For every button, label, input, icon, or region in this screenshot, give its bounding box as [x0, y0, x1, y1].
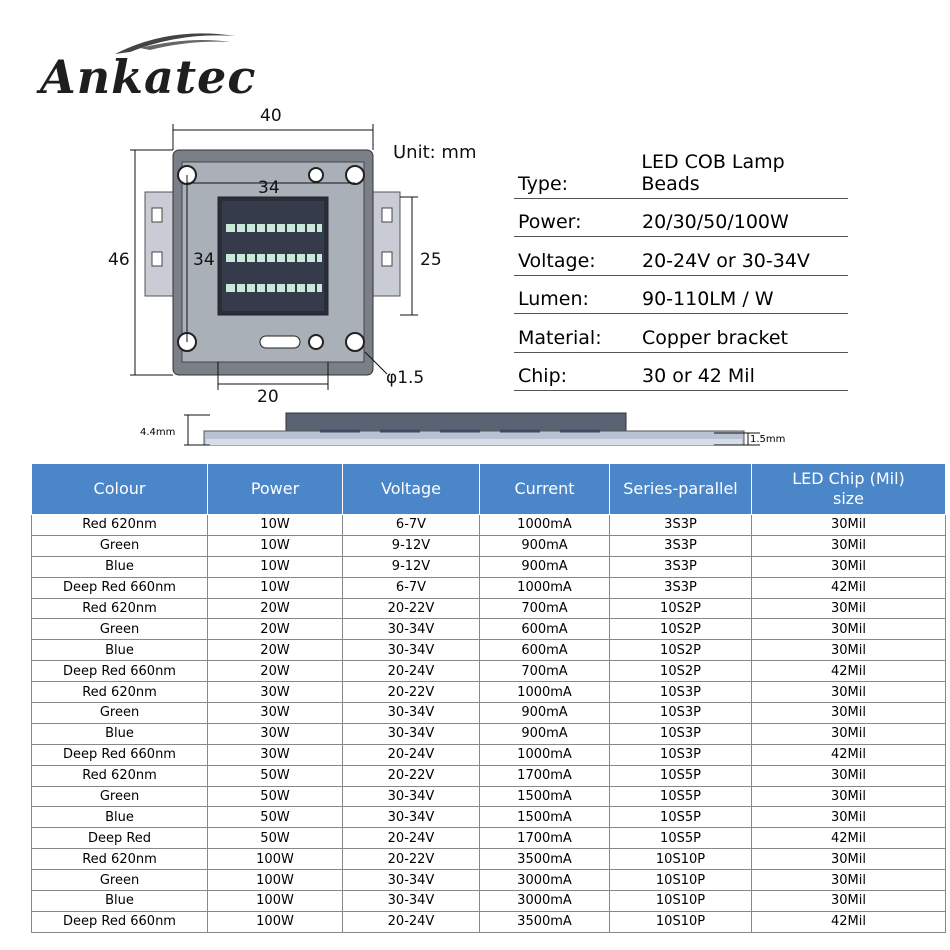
- table-cell: 30-34V: [343, 807, 480, 828]
- table-cell: 10W: [208, 577, 343, 598]
- table-cell: 6-7V: [343, 515, 480, 536]
- table-cell: Red 620nm: [32, 849, 208, 870]
- table-cell: 3500mA: [480, 911, 610, 932]
- table-cell: Blue: [32, 556, 208, 577]
- table-cell: 3000mA: [480, 870, 610, 891]
- header-series-parallel: Series-parallel: [610, 464, 752, 515]
- table-cell: Green: [32, 535, 208, 556]
- table-cell: 700mA: [480, 661, 610, 682]
- table-row: [32, 661, 946, 682]
- spec-row: [514, 150, 848, 199]
- table-cell: 10S2P: [610, 661, 752, 682]
- table-cell: Red 620nm: [32, 682, 208, 703]
- table-cell: 100W: [208, 870, 343, 891]
- spec-value: 30 or 42 Mil: [642, 365, 755, 387]
- table-cell: 10S5P: [610, 807, 752, 828]
- table-cell: 20W: [208, 640, 343, 661]
- table-cell: Deep Red: [32, 828, 208, 849]
- table-cell: 30Mil: [752, 807, 946, 828]
- table-cell: 9-12V: [343, 535, 480, 556]
- table-cell: 30Mil: [752, 556, 946, 577]
- table-cell: 900mA: [480, 703, 610, 724]
- table-cell: 30Mil: [752, 535, 946, 556]
- table-row: [32, 515, 946, 536]
- table-cell: 3S3P: [610, 577, 752, 598]
- table-cell: 20-24V: [343, 828, 480, 849]
- table-cell: Blue: [32, 723, 208, 744]
- dim-inner-height: 34: [193, 250, 215, 270]
- table-cell: 30-34V: [343, 703, 480, 724]
- table-cell: 30-34V: [343, 870, 480, 891]
- table-row: [32, 765, 946, 786]
- spec-key: Type:: [518, 172, 569, 195]
- table-cell: 20-24V: [343, 661, 480, 682]
- table-row: [32, 703, 946, 724]
- table-cell: 900mA: [480, 535, 610, 556]
- spec-key: Lumen:: [518, 288, 589, 310]
- table-cell: 9-12V: [343, 556, 480, 577]
- table-cell: 30Mil: [752, 786, 946, 807]
- table-cell: 10S2P: [610, 619, 752, 640]
- table-cell: 10S3P: [610, 723, 752, 744]
- table-cell: 30W: [208, 703, 343, 724]
- dim-height: 46: [108, 250, 130, 270]
- table-cell: 10W: [208, 556, 343, 577]
- table-cell: 700mA: [480, 598, 610, 619]
- table-row: [32, 891, 946, 912]
- table-cell: Green: [32, 786, 208, 807]
- spec-value: 20/30/50/100W: [642, 211, 789, 233]
- table-cell: 42Mil: [752, 577, 946, 598]
- spec-row: [514, 276, 848, 315]
- table-cell: Deep Red 660nm: [32, 661, 208, 682]
- table-cell: 10S3P: [610, 744, 752, 765]
- spec-key: Voltage:: [518, 249, 596, 272]
- table-cell: 3S3P: [610, 556, 752, 577]
- table-cell: Deep Red 660nm: [32, 911, 208, 932]
- header-power: Power: [208, 464, 343, 515]
- table-cell: 20-24V: [343, 911, 480, 932]
- table-row: [32, 640, 946, 661]
- table-cell: Blue: [32, 640, 208, 661]
- table-cell: 10S3P: [610, 703, 752, 724]
- table-cell: 20-22V: [343, 598, 480, 619]
- table-cell: 42Mil: [752, 661, 946, 682]
- spec-row: [514, 199, 848, 238]
- table-cell: 30Mil: [752, 723, 946, 744]
- table-cell: 30-34V: [343, 786, 480, 807]
- table-cell: 900mA: [480, 723, 610, 744]
- table-cell: 42Mil: [752, 744, 946, 765]
- table-row: [32, 577, 946, 598]
- table-cell: 1700mA: [480, 828, 610, 849]
- table-row: [32, 619, 946, 640]
- dimension-diagram: [100, 100, 500, 410]
- table-cell: 1000mA: [480, 682, 610, 703]
- table-cell: 3500mA: [480, 849, 610, 870]
- table-cell: 20W: [208, 619, 343, 640]
- spec-value: Copper bracket: [642, 326, 788, 349]
- table-cell: 30Mil: [752, 870, 946, 891]
- table-cell: 42Mil: [752, 828, 946, 849]
- spec-value: LED COB Lamp Beads: [641, 150, 785, 195]
- table-cell: 50W: [208, 807, 343, 828]
- table-cell: 1000mA: [480, 515, 610, 536]
- table-cell: 50W: [208, 786, 343, 807]
- table-cell: 50W: [208, 828, 343, 849]
- header-chip-size: LED Chip (Mil) size: [752, 464, 946, 515]
- table-cell: 42Mil: [752, 911, 946, 932]
- table-cell: 10S5P: [610, 786, 752, 807]
- table-cell: 10W: [208, 515, 343, 536]
- header-voltage: Voltage: [343, 464, 480, 515]
- table-cell: 10S10P: [610, 849, 752, 870]
- table-cell: 20-24V: [343, 744, 480, 765]
- table-row: [32, 828, 946, 849]
- spec-value: 90-110LM / W: [642, 288, 774, 310]
- table-cell: Blue: [32, 807, 208, 828]
- dim-bottom-width: 20: [257, 387, 279, 407]
- table-cell: Deep Red 660nm: [32, 577, 208, 598]
- table-cell: 30W: [208, 723, 343, 744]
- table-cell: 3000mA: [480, 891, 610, 912]
- table-cell: 30Mil: [752, 640, 946, 661]
- table-cell: 3S3P: [610, 535, 752, 556]
- dim-hole: φ1.5: [386, 368, 425, 388]
- table-cell: 3S3P: [610, 515, 752, 536]
- header-current: Current: [480, 464, 610, 515]
- spec-key: Power:: [518, 211, 582, 233]
- edge-label: 1.5mm: [750, 434, 786, 445]
- table-cell: 30Mil: [752, 703, 946, 724]
- table-cell: 20-22V: [343, 682, 480, 703]
- table-row: [32, 535, 946, 556]
- table-cell: 20-22V: [343, 765, 480, 786]
- table-cell: Deep Red 660nm: [32, 744, 208, 765]
- table-cell: 600mA: [480, 619, 610, 640]
- table-cell: 30-34V: [343, 619, 480, 640]
- table-cell: 20W: [208, 661, 343, 682]
- spec-value: 20-24V or 30-34V: [642, 249, 810, 272]
- table-cell: 10S2P: [610, 640, 752, 661]
- spec-table: [514, 150, 848, 391]
- table-cell: 1500mA: [480, 807, 610, 828]
- table-cell: 6-7V: [343, 577, 480, 598]
- table-cell: 10S10P: [610, 891, 752, 912]
- table-row: [32, 723, 946, 744]
- spec-key: Chip:: [518, 365, 568, 387]
- table-cell: 30-34V: [343, 640, 480, 661]
- table-cell: 10S10P: [610, 911, 752, 932]
- table-row: [32, 849, 946, 870]
- table-cell: 50W: [208, 765, 343, 786]
- table-cell: 30Mil: [752, 891, 946, 912]
- table-cell: 600mA: [480, 640, 610, 661]
- table-cell: 30W: [208, 682, 343, 703]
- spec-row: [514, 353, 848, 392]
- brand-logo: [40, 30, 260, 110]
- table-row: [32, 870, 946, 891]
- table-cell: 30Mil: [752, 682, 946, 703]
- table-row: [32, 556, 946, 577]
- table-cell: 30W: [208, 744, 343, 765]
- table-row: [32, 682, 946, 703]
- table-cell: 10S2P: [610, 598, 752, 619]
- table-cell: 30Mil: [752, 765, 946, 786]
- table-cell: 20-22V: [343, 849, 480, 870]
- table-cell: 10S3P: [610, 682, 752, 703]
- table-cell: 100W: [208, 849, 343, 870]
- table-cell: 30-34V: [343, 723, 480, 744]
- table-row: [32, 911, 946, 932]
- table-header-row: [32, 464, 946, 515]
- table-cell: 1000mA: [480, 577, 610, 598]
- table-row: [32, 807, 946, 828]
- led-spec-table: [31, 463, 946, 933]
- spec-key: Material:: [518, 326, 602, 349]
- table-cell: 1700mA: [480, 765, 610, 786]
- table-cell: 10W: [208, 535, 343, 556]
- table-cell: Green: [32, 870, 208, 891]
- table-cell: 100W: [208, 911, 343, 932]
- table-cell: 900mA: [480, 556, 610, 577]
- spec-row: [514, 314, 848, 353]
- table-cell: 1500mA: [480, 786, 610, 807]
- table-cell: 30Mil: [752, 515, 946, 536]
- table-cell: 30Mil: [752, 598, 946, 619]
- table-row: [32, 786, 946, 807]
- header-colour: Colour: [32, 464, 208, 515]
- table-cell: Green: [32, 703, 208, 724]
- table-cell: Blue: [32, 891, 208, 912]
- thickness-label: 4.4mm: [140, 427, 176, 438]
- table-cell: 10S10P: [610, 870, 752, 891]
- table-cell: 100W: [208, 891, 343, 912]
- table-cell: Red 620nm: [32, 598, 208, 619]
- table-row: [32, 598, 946, 619]
- table-cell: 30Mil: [752, 849, 946, 870]
- table-cell: 30Mil: [752, 619, 946, 640]
- dim-top-width: 40: [260, 106, 282, 126]
- brand-name: Ankatec: [40, 50, 257, 104]
- table-cell: 30-34V: [343, 891, 480, 912]
- side-profile-drawing: [120, 405, 840, 460]
- dim-chip-height: 25: [420, 250, 442, 270]
- table-cell: 20W: [208, 598, 343, 619]
- side-profile: [120, 405, 840, 460]
- spec-row: [514, 237, 848, 276]
- table-cell: Green: [32, 619, 208, 640]
- table-cell: 10S5P: [610, 828, 752, 849]
- unit-label: Unit: mm: [393, 142, 477, 163]
- table-cell: Red 620nm: [32, 515, 208, 536]
- table-row: [32, 744, 946, 765]
- table-cell: 10S5P: [610, 765, 752, 786]
- table-cell: 1000mA: [480, 744, 610, 765]
- table-cell: Red 620nm: [32, 765, 208, 786]
- dim-inner-width: 34: [258, 178, 280, 198]
